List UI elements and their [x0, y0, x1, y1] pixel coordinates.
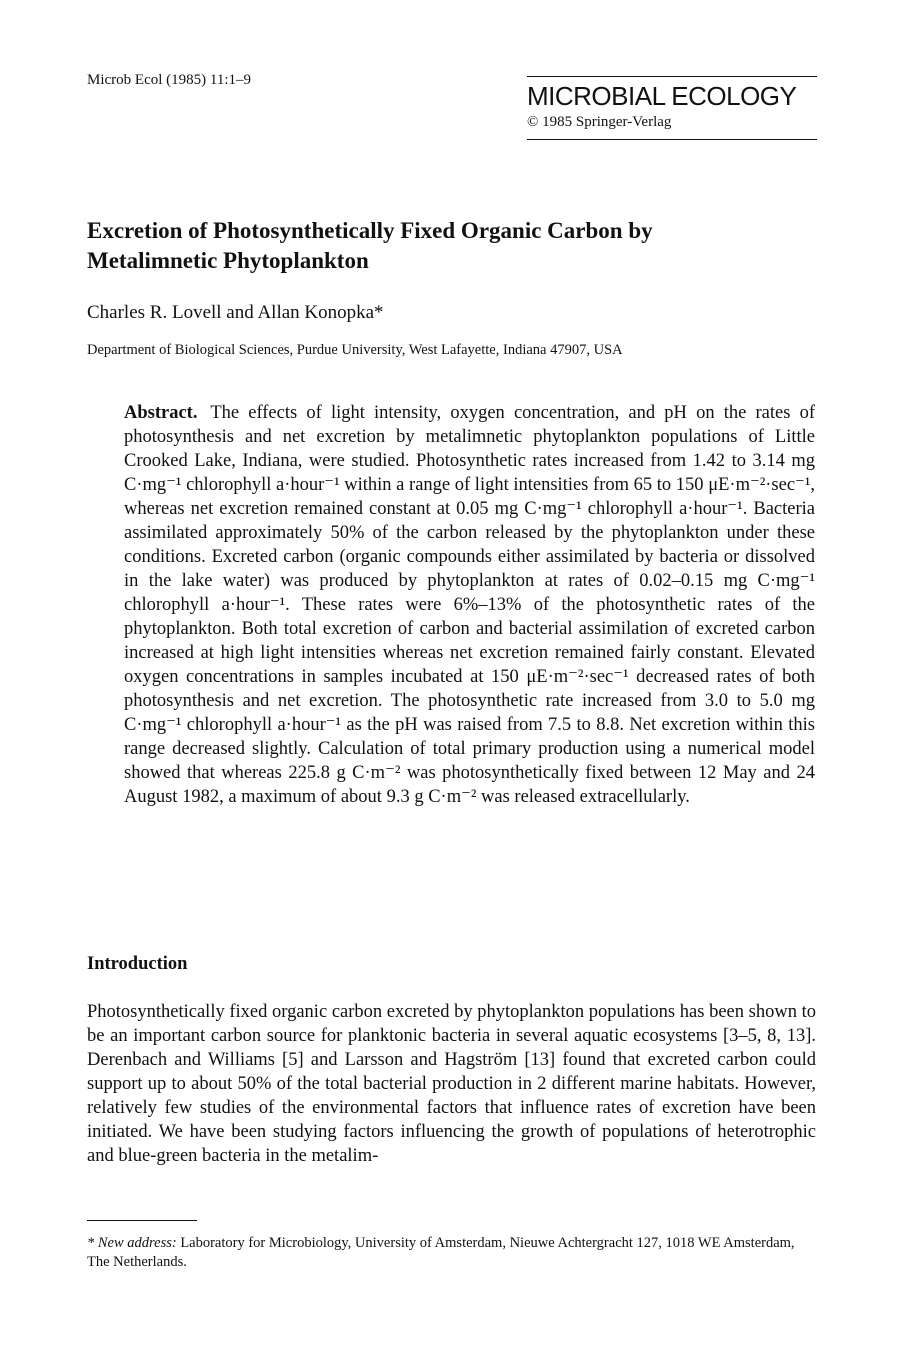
article-title — [87, 216, 807, 276]
abstract — [124, 401, 815, 809]
article-title-line-1: Excretion of Photosynthetically Fixed Organic Carbon by — [87, 218, 653, 243]
introduction-heading: Introduction — [87, 954, 188, 974]
introduction-text: Photosynthetically fixed organic carbon excreted by phytoplankton populations has been shown to be an important carbon source for planktonic bacteria in several aquatic ecosystems [3–5, 8, 13]. Derenbach and Williams [5] and Larsson and Hagström [13] found that excreted carbon could support up to about 50% of the total bacterial production in 2 different marine habitats. However, relatively few studies of the environmental factors that influence rates of excretion have been initiated. We have been studying factors influencing the growth of populations of heterotrophic and blue-green bacteria in the metalim- — [87, 1002, 816, 1166]
footnote-divider — [87, 1220, 197, 1221]
article-title-line-2: Metalimnetic Phytoplankton — [87, 248, 369, 273]
journal-masthead — [527, 76, 817, 140]
footnote-label: * New address: — [87, 1235, 177, 1251]
author-list: Charles R. Lovell and Allan Konopka* — [87, 302, 384, 323]
author-affiliation: Department of Biological Sciences, Purdue University, West Lafayette, Indiana 47907, USA — [87, 342, 623, 358]
journal-name: MICROBIAL ECOLOGY — [527, 81, 797, 111]
abstract-text: The effects of light intensity, oxygen concentration, and pH on the rates of photosynthesis and net excretion by metalimnetic phytoplankton populations of Little Crooked Lake, Indiana, were studied. Photosynthetic rates increased from 1.42 to 3.14 mg C·mg⁻¹ chlorophyll a·hour⁻¹ within a range of light intensities from 65 to 150 μE·m⁻²·sec⁻¹, whereas net excretion remained constant at 0.05 mg C·mg⁻¹ chlorophyll a·hour⁻¹. Bacteria assimilated approximately 50% of the carbon released by the phytoplankton under these conditions. Excreted carbon (organic compounds either assimilated by bacteria or dissolved in the lake water) was produced by phytoplankton at rates of 0.02–0.15 mg C·mg⁻¹ chlorophyll a·hour⁻¹. These rates were 6%–13% of the photosynthetic rates of the phytoplankton. Both total excretion of carbon and bacterial assimilation of excreted carbon increased at high light intensities whereas net excretion remained fairly constant. Elevated oxygen concentrations in samples incubated at 150 μE·m⁻²·sec⁻¹ decreased rates of both photosynthesis and net excretion. The photosynthetic rate increased from 3.0 to 5.0 mg C·mg⁻¹ chlorophyll a·hour⁻¹ as the pH was raised from 7.5 to 8.8. Net excretion within this range decreased slightly. Calculation of total primary production using a numerical model showed that whereas 225.8 g C·m⁻² was photosynthetically fixed between 12 May and 24 August 1982, a maximum of about 9.3 g C·m⁻² was released extracellularly. — [124, 403, 816, 807]
journal-citation: Microb Ecol (1985) 11:1–9 — [87, 72, 251, 88]
footnote-text: Laboratory for Microbiology, University of Amsterdam, Nieuwe Achtergracht 127, 1018 WE Amsterdam, The Netherlands. — [87, 1235, 795, 1270]
footnote — [87, 1234, 816, 1272]
copyright-notice: © 1985 Springer-Verlag — [527, 114, 672, 130]
abstract-label: Abstract. — [124, 403, 198, 423]
